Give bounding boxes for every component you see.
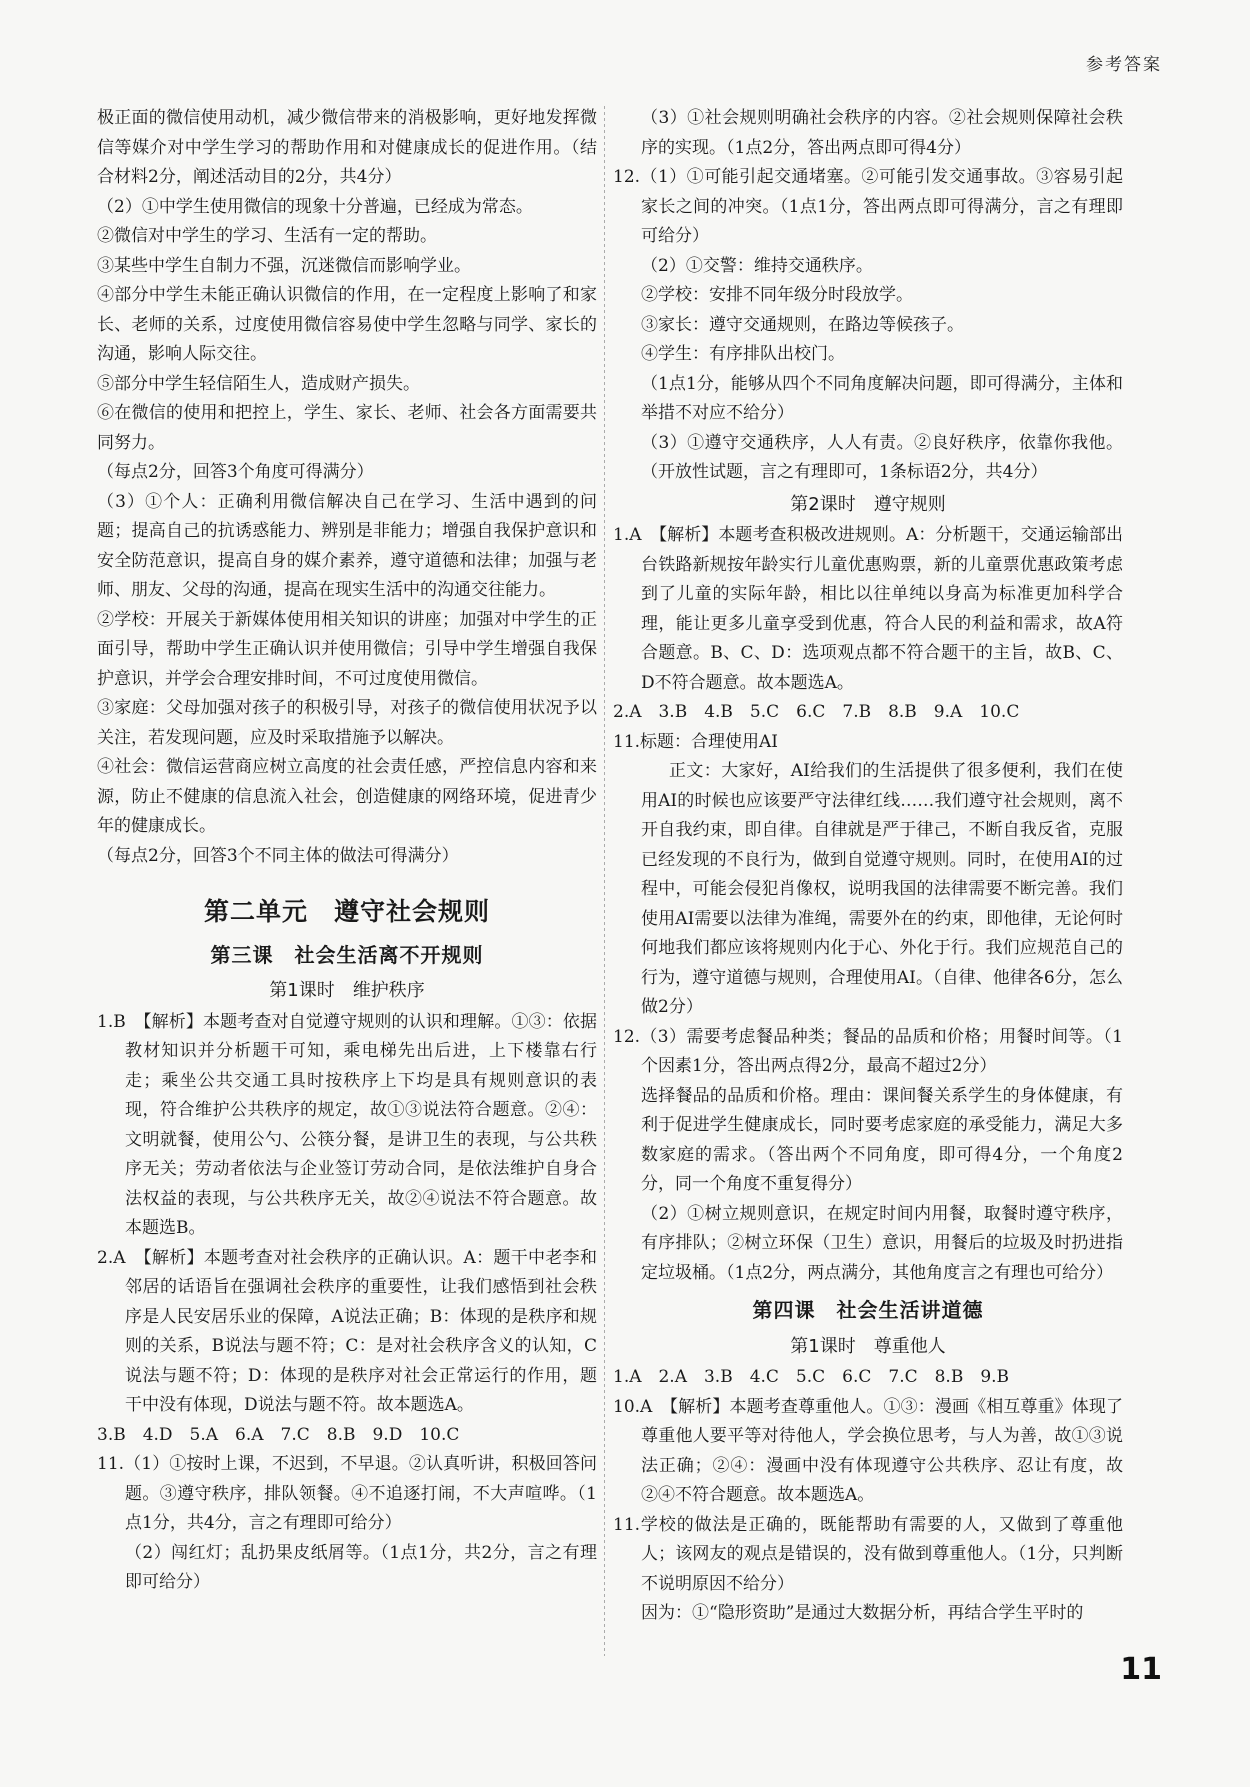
answer-item: （2）①树立规则意识，在规定时间内用餐，取餐时遵守秩序，有序排队；②树立环保（卫生）意识，用餐后的垃圾及时扔进指定垃圾桶。（1点2分，两点满分，其他角度言之有理也可给分） xyxy=(641,1203,1123,1283)
answer-item: 3.B 4.D 5.A 6.A 7.C 8.B 9.D 10.C xyxy=(97,1424,460,1445)
answer-item: （3）①社会规则明确社会秩序的内容。②社会规则保障社会秩序的实现。（1点2分，答出两点即可得4分） xyxy=(641,108,1123,158)
paragraph: ②学校：开展关于新媒体使用相关知识的讲座；加强对中学生的正面引导，帮助中学生正确认识并使用微信；引导中学生增强自我保护意识，并学会合理安排时间，不可过度使用微信。 xyxy=(97,609,597,689)
paragraph: ③家庭：父母加强对孩子的积极引导，对孩子的微信使用状况予以关注，若发现问题，应及时采取措施予以解决。 xyxy=(97,698,597,748)
answer-item: 1.A 2.A 3.B 4.C 5.C 6.C 7.C 8.B 9.B xyxy=(613,1367,1010,1387)
header-label: 参考答案 xyxy=(1086,55,1162,75)
lesson-title: 第三课 社会生活离不开规则 xyxy=(210,942,484,967)
answer-item: 1.B 【解析】本题考查对自觉遵守规则的认识和理解。①③：依据教材知识并分析题干可知，乘电梯先出后进，上下楼靠右行走；乘坐公共交通工具时按秩序上下均是具有规则意识的表现，符合维护公共秩序的规定，故①③说法符合题意。②④：文明就餐，使用公勺、公筷分餐，是讲卫生的表现，与公共秩序无关；劳动者依法与企业签订劳动合同，是依法维护自身合法权益的表现，与公共秩序无关，故②④说法不符合题意。故本题选B。 xyxy=(97,1011,597,1238)
answer-item: （3）①遵守交通秩序，人人有责。②良好秩序，依靠你我他。（开放性试题，言之有理即可，1条标语2分，共4分） xyxy=(641,432,1123,482)
paragraph: ⑥在微信的使用和把控上，学生、家长、老师、社会各方面需要共同努力。 xyxy=(97,403,597,453)
paragraph: ④社会：微信运营商应树立高度的社会责任感，严控信息内容和来源，防止不健康的信息流入社会，创造健康的网络环境，促进青少年的健康成长。 xyxy=(97,757,597,836)
answer-item: ④学生：有序排队出校门。 xyxy=(641,344,845,364)
period-title: 第1课时 尊重他人 xyxy=(790,1335,946,1357)
answer-item: 正文：大家好，AI给我们的生活提供了很多便利，我们在使用AI的时候也应该要严守法律红线……我们遵守社会规则，离不开自我约束，即自律。自律就是严于律己，不断自我反省，克服已经发现的不良行为，做到自觉遵守规则。同时，在使用AI的过程中，可能会侵犯肖像权，说明我国的法律需要不断完善。我们使用AI需要以法律为准绳，需要外在的约束，即他律，无论何时何地我们都应该将规则内化于心、外化于行。我们应规范自己的行为，遵守道德与规则，合理使用AI。（自律、他律各6分，怎么做2分） xyxy=(641,761,1123,1017)
paragraph: ②微信对中学生的学习、生活有一定的帮助。 xyxy=(97,226,437,246)
answer-item: 2.A 3.B 4.B 5.C 6.C 7.B 8.B 9.A 10.C xyxy=(613,702,1020,722)
answer-item: 12.（3）需要考虑餐品种类；餐品的品质和价格；用餐时间等。（1个因素1分，答出两点得2分，最高不超过2分） xyxy=(613,1026,1123,1076)
paragraph: ⑤部分中学生轻信陌生人，造成财产损失。 xyxy=(97,373,420,394)
answer-item: 10.A 【解析】本题考查尊重他人。①③：漫画《相互尊重》体现了尊重他人要平等对待他人，学会换位思考，与人为善，故①③说法正确；②④：漫画中没有体现遵守公共秩序、忍让有度，故②④不符合题意。故本题选A。 xyxy=(613,1396,1123,1505)
answer-item: （2）①交警：维持交通秩序。 xyxy=(641,255,873,276)
period-title: 第2课时 遵守规则 xyxy=(790,493,946,515)
answer-item: （2）闯红灯；乱扔果皮纸屑等。（1点1分，共2分，言之有理即可给分） xyxy=(125,1542,597,1592)
answer-item: 1.A 【解析】本题考查积极改进规则。A：分析题干，交通运输部出台铁路新规按年龄实行儿童优惠购票，新的儿童票优惠政策考虑到了儿童的实际年龄，相比以往单纯以身高为标准更加科学合理，能让更多儿童享受到优惠，符合人民的利益和需求，故A符合题意。B、C、D：选项观点都不符合题干的主旨，故B、C、D不符合题意。故本题选A。 xyxy=(613,525,1123,693)
paragraph: ③某些中学生自制力不强，沉迷微信而影响学业。 xyxy=(97,255,471,276)
answer-item: 12.（1）①可能引起交通堵塞。②可能引发交通事故。③容易引起家长之间的冲突。（1点1分，答出两点即可得满分，言之有理即可给分） xyxy=(613,167,1123,246)
answer-item: 11.标题：合理使用AI xyxy=(613,731,779,752)
answer-item: 选择餐品的品质和价格。理由：课间餐关系学生的身体健康，有利于促进学生健康成长，同时要考虑家庭的承受能力，满足大多数家庭的需求。（答出两个不同角度，即可得4分，一个角度2分，同一个角度不重复得分） xyxy=(641,1085,1123,1194)
column-divider xyxy=(604,106,605,1656)
answer-item: 11.学校的做法是正确的，既能帮助有需要的人，又做到了尊重他人；该网友的观点是错误的，没有做到尊重他人。（1分，只判断不说明原因不给分） xyxy=(613,1514,1123,1594)
paragraph: （3）①个人：正确利用微信解决自己在学习、生活中遇到的问题；提高自己的抗诱惑能力、辨别是非能力；增强自我保护意识和安全防范意识，提高自身的媒介素养，遵守道德和法律；加强与老师、朋友、父母的沟通，提高在现实生活中的沟通交往能力。 xyxy=(97,491,597,600)
answer-item: （1点1分，能够从四个不同角度解决问题，即可得满分，主体和举措不对应不给分） xyxy=(641,373,1123,423)
unit-title: 第二单元 遵守社会规则 xyxy=(203,897,490,926)
paragraph: ④部分中学生未能正确认识微信的作用，在一定程度上影响了和家长、老师的关系，过度使用微信容易使中学生忽略与同学、家长的沟通，影响人际交往。 xyxy=(97,285,597,364)
answer-item: ②学校：安排不同年级分时段放学。 xyxy=(641,285,913,305)
page-number: 11 xyxy=(1120,1652,1162,1687)
paragraph: （每点2分，回答3个不同主体的做法可得满分） xyxy=(97,845,459,866)
answer-item: 因为：①“隐形资助”是通过大数据分析，再结合学生平时的 xyxy=(641,1603,1084,1623)
lesson-title: 第四课 社会生活讲道德 xyxy=(752,1298,984,1322)
right-column xyxy=(613,104,1123,1629)
period-title: 第1课时 维护秩序 xyxy=(269,980,425,1001)
left-column xyxy=(97,104,597,1598)
answer-item: 11.（1）①按时上课，不迟到，不早退。②认真听讲，积极回答问题。③遵守秩序，排队领餐。④不追逐打闹，不大声喧哗。（1点1分，共4分，言之有理即可给分） xyxy=(97,1454,597,1533)
paragraph: （2）①中学生使用微信的现象十分普遍，已经成为常态。 xyxy=(97,196,533,217)
paragraph: （每点2分，回答3个角度可得满分） xyxy=(97,462,374,482)
answer-item: ③家长：遵守交通规则，在路边等候孩子。 xyxy=(641,314,964,335)
paragraph: 极正面的微信使用动机，减少微信带来的消极影响，更好地发挥微信等媒介对中学生学习的帮助作用和对健康成长的促进作用。（结合材料2分，阐述活动目的2分，共4分） xyxy=(97,108,597,187)
answer-item: 2.A 【解析】本题考查对社会秩序的正确认识。A：题干中老李和邻居的话语旨在强调社会秩序的重要性，让我们感悟到社会秩序是人民安居乐业的保障，A说法正确；B：体现的是秩序和规则的关系，B说法与题不符；C：是对社会秩序含义的认知，C说法与题不符；D：体现的是秩序对社会正常运行的作用，题干中没有体现，D说法与题不符。故本题选A。 xyxy=(97,1247,597,1415)
